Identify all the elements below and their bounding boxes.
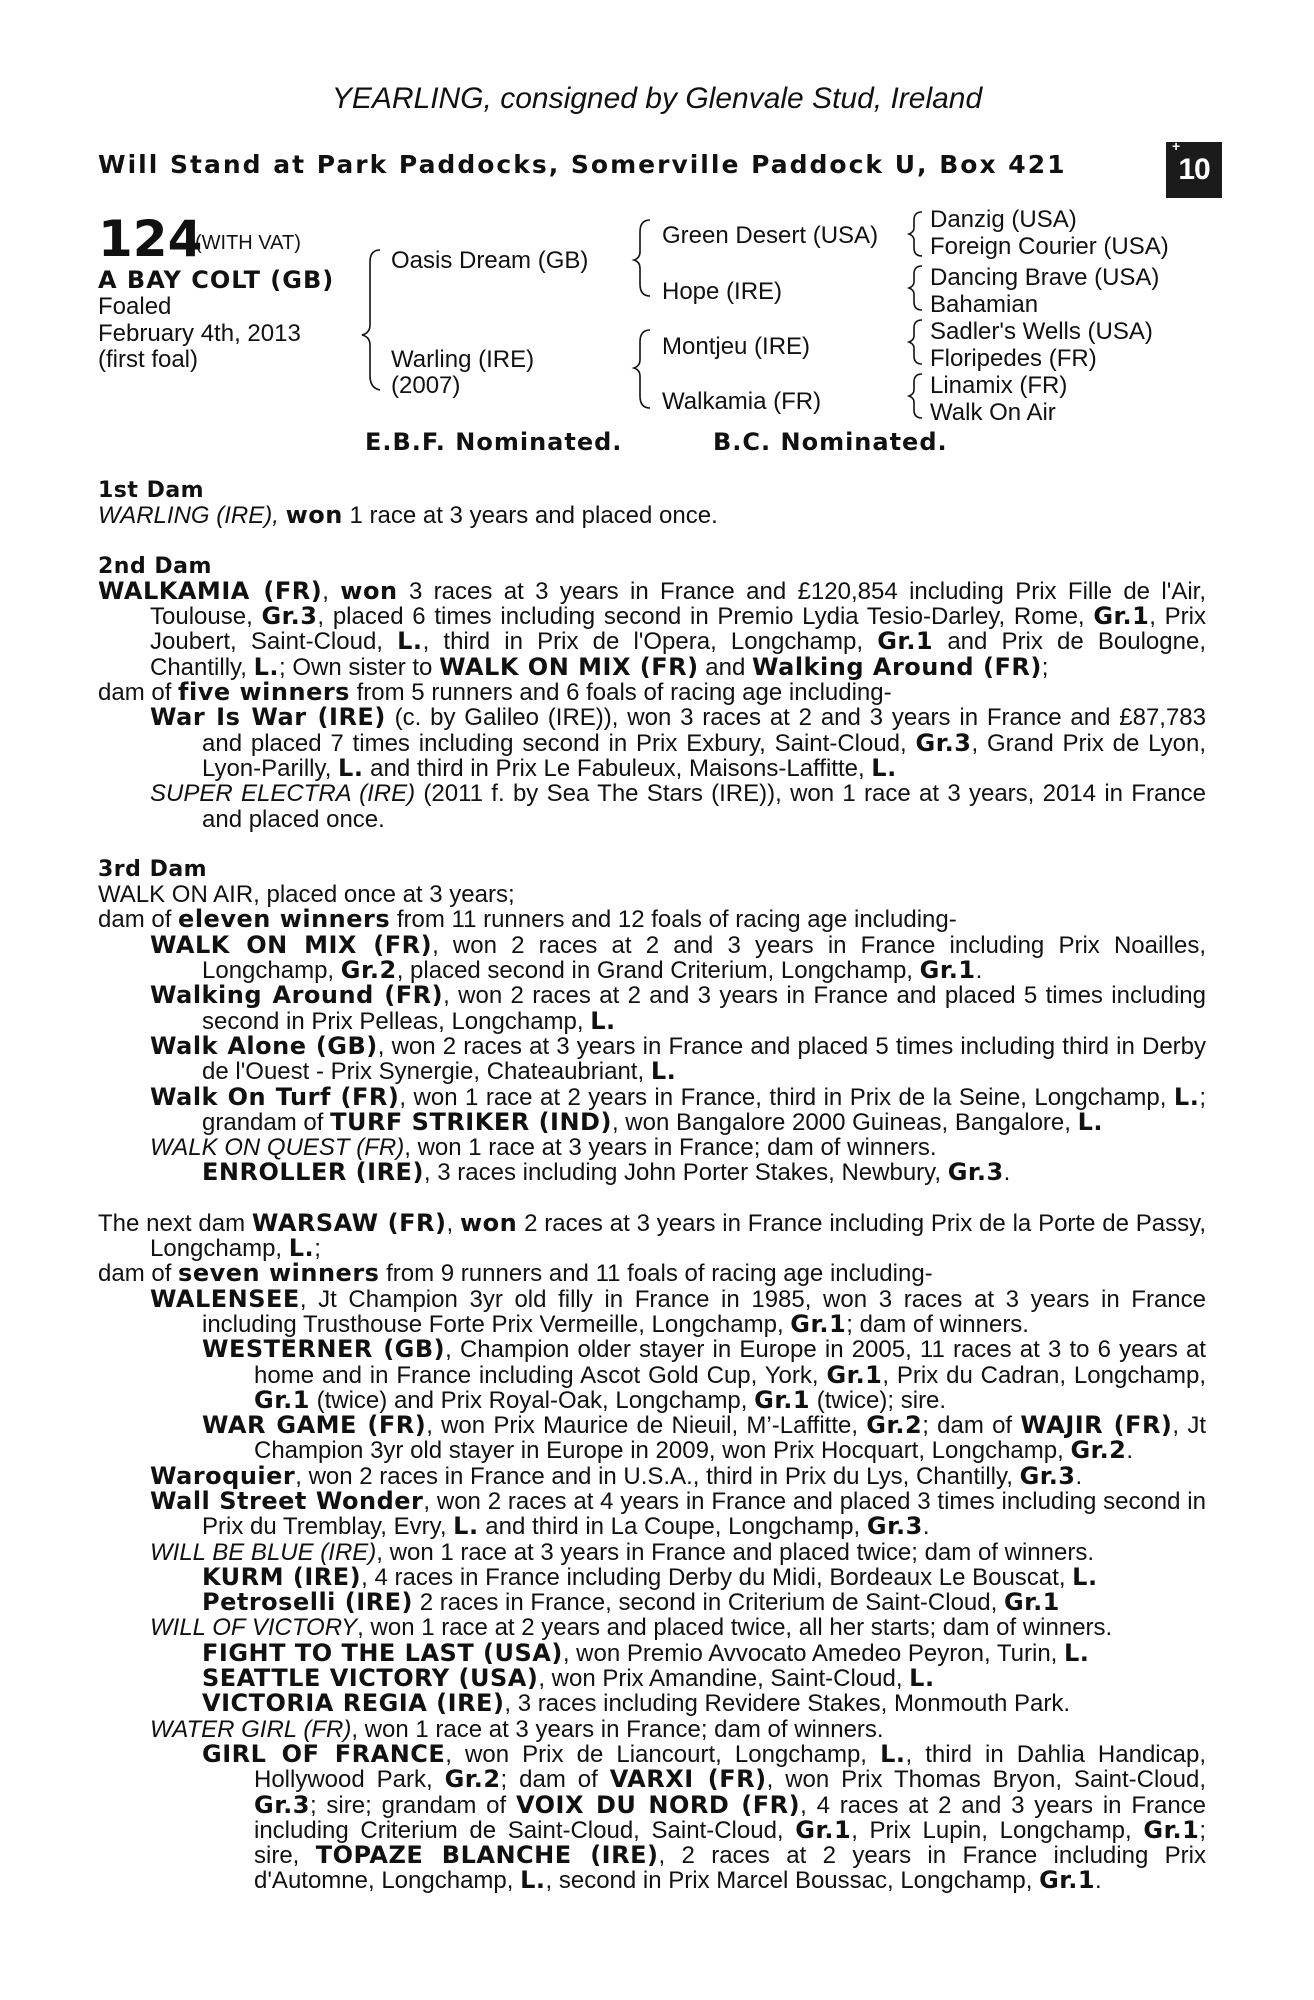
produce-entry	[98, 1135, 1206, 1160]
grade: L.	[1077, 1107, 1104, 1136]
text: , won Premio Avvocato Amedeo Peyron, Turin,	[562, 1639, 1058, 1667]
text: , Jt Champion 3yr old filly in France in 1985, won 3 races at 3 years in France including Trusthouse Forte Prix Vermeille, Longchamp,	[202, 1285, 1206, 1338]
text: 3 races at 3 years in France and £120,854 including Prix Fille de l'Air, Toulouse,	[150, 577, 1206, 631]
text: and Prix de Boulogne, Chantilly,	[150, 628, 1206, 681]
text: from 9 runners and 11 foals of racing age including-	[386, 1260, 933, 1288]
text: , won 2 races at 2 and 3 years in France and placed 5 times including second in Prix Pelleas, Longchamp,	[202, 982, 1206, 1035]
first-dam-name: WARLING (IRE),	[98, 502, 279, 530]
horse-name: Wall Street Wonder	[150, 1486, 424, 1515]
text: , won 2 races at 2 and 3 years in France including Prix Noailles, Longchamp,	[202, 931, 1207, 985]
text: , won 1 race at 3 years in France; dam of winners.	[404, 1134, 937, 1162]
horse-name: Waroquier	[150, 1461, 296, 1490]
horse-name: ENROLLER (IRE)	[202, 1158, 424, 1187]
grade: L.	[1064, 1638, 1090, 1667]
second-dam-produce-summary	[98, 680, 1206, 705]
text: , won 1 race at 2 years in France, third in Prix de la Seine, Longchamp,	[399, 1083, 1167, 1111]
produce-entry	[98, 1337, 1206, 1413]
grade: Gr.3	[254, 1790, 310, 1819]
winners-count: five winners	[178, 678, 350, 707]
text: ; sire; grandam of	[309, 1791, 507, 1819]
text: (2011 f. by Sea The Stars (IRE)), won 1 race at 3 years, 2014 in France and placed once.	[202, 780, 1207, 833]
gg-8: Walk On Air	[930, 399, 1056, 426]
grade: L.	[909, 1664, 935, 1693]
text: , placed second in Grand Criterium, Longchamp,	[396, 957, 913, 985]
text: , Prix du Cadran, Longchamp,	[882, 1361, 1207, 1389]
horse-name: WAJIR (FR)	[1020, 1411, 1173, 1440]
horse-name: VARXI (FR)	[609, 1765, 767, 1794]
produce-entry	[98, 1540, 1206, 1565]
text: and third in La Coupe, Longchamp,	[485, 1513, 861, 1541]
winners-count: seven winners	[178, 1259, 380, 1288]
text: (twice); sire.	[816, 1386, 947, 1414]
consignment-heading: YEARLING, consigned by Glenvale Stud, Ireland	[331, 82, 983, 115]
text: , 2 races at 2 years in France including Prix d'Automne, Longchamp,	[254, 1842, 1206, 1895]
horse-name: WARSAW (FR)	[251, 1208, 447, 1237]
gg-6: Floripedes (FR)	[930, 345, 1097, 372]
text: , won Prix Thomas Bryon, Saint-Cloud,	[766, 1766, 1206, 1794]
dam-sire: Montjeu (IRE)	[662, 333, 811, 360]
grade: L.	[397, 627, 423, 656]
horse-name: WILL BE BLUE (IRE)	[150, 1538, 377, 1566]
foaled-date: February 4th, 2013	[98, 320, 301, 347]
text: , placed 6 times including second in Premio Lydia Tesio-Darley, Rome,	[317, 603, 1085, 631]
gg-3: Dancing Brave (USA)	[930, 264, 1160, 291]
third-dam-heading: 3rd Dam	[98, 856, 208, 882]
grade: Gr.2	[444, 1765, 501, 1794]
text: 2 races at 3 years in France including Prix de la Porte de Passy, Longchamp,	[150, 1209, 1207, 1263]
stand-location: Will Stand at Park Paddocks, Somerville Paddock U, Box 421	[98, 150, 1067, 179]
won-label: won	[459, 1208, 518, 1237]
produce-entry	[98, 705, 1206, 781]
produce-entry	[98, 1562, 1206, 1591]
horse-name: FIGHT TO THE LAST (USA)	[202, 1638, 563, 1667]
text: and	[705, 653, 746, 681]
text: ; sire,	[254, 1816, 1206, 1870]
first-foal-note: (first foal)	[98, 346, 199, 373]
grade: Gr.1	[1143, 1815, 1200, 1844]
horse-name: SEATTLE VICTORY (USA)	[202, 1664, 539, 1693]
text: and third in Prix Le Fabuleux, Maisons-Laffitte,	[370, 754, 865, 782]
grade: Gr.2	[866, 1411, 923, 1440]
grade: Gr.3	[261, 602, 318, 631]
sire-dam: Hope (IRE)	[662, 278, 783, 305]
text: , won Prix Amandine, Saint-Cloud,	[538, 1665, 903, 1693]
badge-plus: +	[1172, 138, 1180, 154]
grade: Gr.1	[790, 1309, 847, 1338]
produce-entry: GIRL OF FRANCE, won Prix de Liancourt, Longchamp, L., third in Dahlia Handicap, Hollywood Park, Gr.2; dam of VARXI (FR), won Prix Thomas Bryon, Saint-Cloud, Gr.3; sire; grandam of VOIX DU NORD (FR), 4 races at 2 and 3 years in France including Criterium de Saint-Cloud, Saint-Cloud, Gr.1, Prix Lupin, Longchamp, Gr.1; sire, TOPAZE BLANCHE (IRE), 2 races at 2 years in France including Prix d'Automne, Longchamp, L., second in Prix Marcel Boussac, Longchamp, Gr.1.	[202, 1739, 1207, 1895]
ebf-nominated: E.B.F. Nominated.	[365, 428, 623, 456]
dam-dam: Walkamia (FR)	[662, 388, 822, 415]
third-dam-line: WALK ON AIR, placed once at 3 years;	[98, 881, 515, 909]
grade: L.	[871, 753, 897, 782]
text: , second in Prix Marcel Boussac, Longchamp,	[545, 1867, 1033, 1895]
horse-name: WILL OF VICTORY	[150, 1614, 358, 1642]
dam-year: (2007)	[391, 372, 461, 399]
produce-entry	[98, 1615, 1206, 1640]
brace-g12	[909, 212, 922, 256]
grade: Gr.2	[1070, 1436, 1127, 1465]
gg-1: Danzig (USA)	[930, 206, 1077, 233]
grade: L.	[880, 1739, 906, 1768]
horse-name: SUPER ELECTRA (IRE)	[150, 780, 416, 808]
text: , 3 races including Revidere Stakes, Monmouth Park.	[504, 1690, 1071, 1718]
horse-name: GIRL OF FRANCE	[202, 1739, 446, 1768]
text: , won Bangalore 2000 Guineas, Bangalore,	[611, 1108, 1071, 1136]
horse-name: KURM (IRE)	[202, 1562, 362, 1591]
lot-number: 124	[98, 210, 203, 268]
grade: Gr.1	[1039, 1866, 1096, 1895]
text: ; dam of	[922, 1412, 1013, 1440]
grade: Gr.1	[826, 1360, 883, 1389]
winners-count: eleven winners	[178, 905, 391, 934]
grade: Gr.1	[754, 1385, 811, 1414]
text: (c. by Galileo (IRE)), won 3 races at 2 and 3 years in France and £87,783 and placed 7 times including second in Prix Exbury, Saint-Cloud,	[202, 704, 1207, 757]
text: from 11 runners and 12 foals of racing age including-	[396, 906, 957, 934]
text: , Grand Prix de Lyon, Lyon-Parilly,	[202, 729, 1206, 782]
sibling-name: WALK ON MIX (FR)	[439, 652, 699, 681]
text: dam of	[98, 906, 172, 934]
text: , won 1 race at 3 years in France and placed twice; dam of winners.	[376, 1538, 1094, 1566]
text: , Jt Champion 3yr old stayer in Europe in 2009, won Prix Hocquart, Longchamp,	[254, 1412, 1206, 1465]
catalogue-body	[98, 478, 1206, 1894]
produce-entry: Wall Street Wonder, won 2 races at 4 years in France and placed 3 times including second in Prix du Tremblay, Evry, L. and third in La Coupe, Longchamp, Gr.3.	[150, 1486, 1206, 1541]
grade: L.	[1072, 1562, 1098, 1591]
third-dam-produce-summary	[98, 907, 1206, 932]
horse-name: Walk Alone (GB)	[150, 1031, 378, 1060]
grade: Gr.2	[340, 956, 397, 985]
text: dam of	[98, 679, 172, 707]
produce-entry	[98, 1031, 1207, 1086]
second-dam-heading: 2nd Dam	[98, 553, 212, 579]
produce-entry	[98, 1717, 1206, 1742]
grade: Gr.3	[1019, 1461, 1076, 1490]
sibling-name: Walking Around (FR)	[752, 652, 1042, 681]
horse-name: Walking Around (FR)	[150, 981, 444, 1010]
grade: Gr.1	[1003, 1588, 1060, 1617]
grade: Gr.3	[915, 728, 972, 757]
horse-name: WAR GAME (FR)	[202, 1411, 427, 1440]
next-dam-entry: The next dam WARSAW (FR), won 2 races at 3 years in France including Prix de la Porte de Passy, Longchamp, L.;	[98, 1208, 1207, 1263]
lot-title: A BAY COLT (GB)	[98, 266, 335, 294]
produce-entry	[98, 1666, 1206, 1691]
won-label: won	[285, 501, 343, 530]
horse-name: War Is War (IRE)	[150, 703, 386, 732]
sire-sire: Green Desert (USA)	[662, 222, 879, 249]
second-dam-entry: WALKAMIA (FR), won 3 races at 3 years in France and £120,854 including Prix Fille de l'Air, Toulouse, Gr.3, placed 6 times including second in Premio Lydia Tesio-Darley, Rome, Gr.1, Prix Joubert, Saint-Cloud, L., third in Prix de l'Opera, Longchamp, Gr.1 and Prix de Boulogne, Chantilly, L.; Own sister to WALK ON MIX (FR) and Walking Around (FR);	[98, 576, 1207, 681]
grade: Gr.1	[919, 956, 976, 985]
first-dam-entry	[98, 503, 1206, 528]
text: from 5 runners and 6 foals of racing age including-	[356, 679, 892, 707]
grade: L.	[520, 1866, 546, 1895]
produce-entry	[98, 1082, 1207, 1136]
horse-name: Petroselli (IRE)	[202, 1588, 414, 1617]
text: , Prix Joubert, Saint-Cloud,	[150, 603, 1207, 656]
text: , third in Prix de l'Opera, Longchamp,	[422, 628, 864, 656]
first-dam-text: 1 race at 3 years and placed once.	[349, 502, 718, 530]
text: , Champion older stayer in Europe in 2005, 11 races at 3 to 6 years at home and in France including Ascot Gold Cup, York,	[254, 1336, 1206, 1389]
text: The next dam	[98, 1209, 246, 1237]
badge-number: 10	[1178, 153, 1210, 186]
text: , won 1 race at 2 years and placed twice, all her starts; dam of winners.	[357, 1614, 1113, 1642]
horse-name: TURF STRIKER (IND)	[330, 1107, 612, 1136]
grade: Gr.1	[877, 627, 934, 656]
grade: Gr.1	[795, 1815, 852, 1844]
produce-entry: WAR GAME (FR), won Prix Maurice de Nieuil, M’-Laffitte, Gr.2; dam of WAJIR (FR), Jt Champion 3yr old stayer in Europe in 2009, won Prix Hocquart, Longchamp, Gr.2.	[202, 1411, 1206, 1465]
text: , won 1 race at 3 years in France; dam of winners.	[351, 1715, 884, 1743]
brace-g78	[909, 374, 922, 418]
text: ; Own sister to	[279, 653, 433, 681]
vat-note: (WITH VAT)	[195, 232, 301, 254]
horse-name: VICTORIA REGIA (IRE)	[202, 1689, 505, 1718]
second-dam-name: WALKAMIA (FR)	[98, 576, 323, 605]
text: , 3 races including John Porter Stakes, Newbury,	[423, 1159, 942, 1187]
gg-5: Sadler's Wells (USA)	[930, 318, 1153, 345]
brace-g56	[909, 320, 922, 364]
horse-name: TOPAZE BLANCHE (IRE)	[315, 1841, 659, 1870]
won-label: won	[340, 576, 398, 605]
horse-name: WALK ON QUEST (FR)	[150, 1134, 405, 1162]
brace-parents	[362, 250, 380, 390]
bc-nominated: B.C. Nominated.	[713, 428, 948, 456]
grade: Gr.1	[1093, 602, 1150, 631]
grade: L.	[253, 652, 280, 681]
text: , third in Dahlia Handicap, Hollywood Park,	[254, 1740, 1206, 1794]
horse-name: VOIX DU NORD (FR)	[515, 1790, 801, 1819]
dam: Warling (IRE)	[391, 346, 535, 373]
produce-entry	[98, 781, 1206, 832]
text: ; dam of winners.	[846, 1310, 1029, 1338]
next-dam-produce-summary	[98, 1261, 1206, 1286]
text: , won Prix de Liancourt, Longchamp,	[445, 1740, 867, 1768]
text: , Prix Lupin, Longchamp,	[851, 1816, 1132, 1844]
grade: L.	[288, 1234, 315, 1263]
brace-g34	[909, 266, 922, 310]
produce-entry	[98, 1691, 1206, 1716]
text: (twice) and Prix Royal-Oak, Longchamp,	[316, 1386, 748, 1414]
first-dam-heading: 1st Dam	[98, 478, 205, 503]
horse-name: WATER GIRL (FR)	[150, 1715, 352, 1743]
produce-entry	[98, 1638, 1206, 1667]
grade: L.	[338, 753, 364, 782]
grade: Gr.3	[947, 1158, 1004, 1187]
grade: L.	[1173, 1082, 1200, 1111]
produce-entry: ENROLLER (IRE), 3 races including John Porter Stakes, Newbury, Gr.3.	[202, 1158, 1011, 1187]
brace-dam	[634, 330, 650, 408]
gg-2: Foreign Courier (USA)	[930, 233, 1169, 260]
produce-entry	[98, 1590, 1206, 1615]
text: 2 races in France, second in Criterium de Saint-Cloud,	[419, 1589, 998, 1617]
gg-4: Bahamian	[930, 291, 1039, 318]
produce-entry: WALK ON MIX (FR), won 2 races at 2 and 3 years in France including Prix Noailles, Longchamp, Gr.2, placed second in Grand Criterium, Longchamp, Gr.1.	[150, 930, 1207, 985]
text: , won Prix Maurice de Nieuil, M’-Laffitte,	[426, 1412, 859, 1440]
grade: L.	[650, 1057, 677, 1086]
horse-name: WALK ON MIX (FR)	[150, 930, 433, 959]
produce-entry	[98, 983, 1206, 1034]
horse-name: WESTERNER (GB)	[202, 1335, 446, 1364]
text: , won 2 races at 3 years in France and placed 5 times including third in Derby de l'Ouest - Prix Synergie, Chateaubriant,	[202, 1032, 1207, 1086]
grade: L.	[590, 1006, 616, 1035]
text: ; dam of	[500, 1766, 598, 1794]
produce-entry	[98, 1284, 1206, 1338]
text: , won 2 races in France and in U.S.A., third in Prix du Lys, Chantilly,	[295, 1462, 1013, 1490]
brace-sire	[634, 220, 650, 296]
text: , won 2 races at 4 years in France and placed 3 times including second in Prix du Tremblay, Evry,	[202, 1487, 1206, 1541]
grade: L.	[453, 1512, 479, 1541]
produce-entry: Waroquier, won 2 races in France and in U.S.A., third in Prix du Lys, Chantilly, Gr.3.	[150, 1461, 1083, 1490]
grade: Gr.1	[254, 1385, 310, 1414]
foaled-label: Foaled	[98, 293, 172, 320]
text: ; grandam of	[202, 1083, 1207, 1136]
sire: Oasis Dream (GB)	[391, 247, 589, 274]
gg-7: Linamix (FR)	[930, 372, 1068, 399]
horse-name: Walk On Turf (FR)	[150, 1082, 400, 1111]
text: , 4 races at 2 and 3 years in France including Criterium de Saint-Cloud, Saint-Cloud,	[254, 1791, 1207, 1844]
text: dam of	[98, 1260, 172, 1288]
grade: Gr.3	[866, 1512, 923, 1541]
horse-name: WALENSEE	[150, 1284, 300, 1313]
text: , 4 races in France including Derby du Midi, Bordeaux Le Bouscat,	[361, 1563, 1066, 1591]
